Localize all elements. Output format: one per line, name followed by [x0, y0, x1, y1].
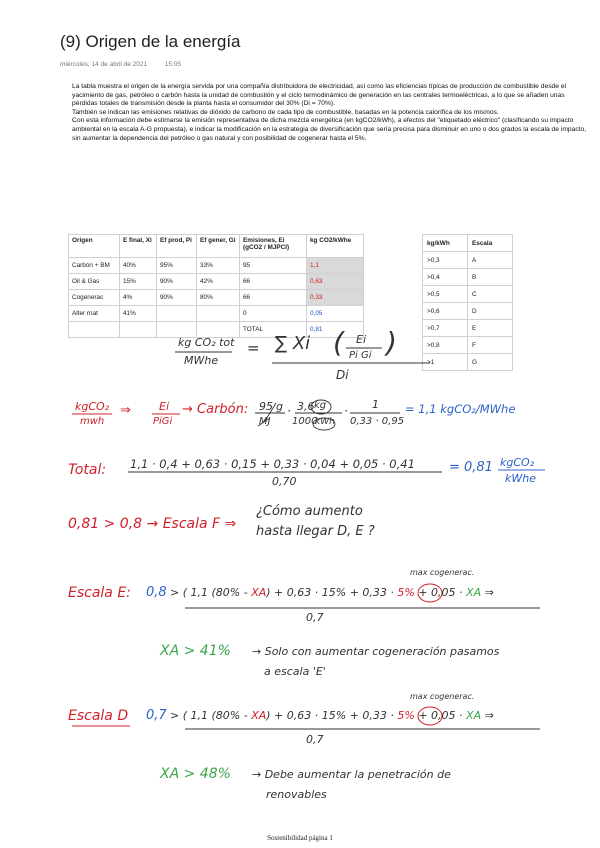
esc-e-5: 5%	[397, 586, 415, 599]
table-cell: 4%	[120, 290, 157, 306]
line2-dot2: ·	[344, 404, 348, 418]
intro-paragraph-3: Con esta información debe estimarse la emisión representativa de dicha mezcla energética (en kgCO2/kWh), a efectos del "etiquetado eléctrico" (clasificando su impacto ambiental en la escala A-G propuesta), e indicar la modificación en la estrategia de diversificación que sería precisa para disminuir en uno o dos grados la escala de impacto, sin aumentar la dependencia del petróleo o gas natural y con posibilidad de cogenerar hasta el 5%.	[72, 117, 587, 142]
formula-paren-right: )	[386, 326, 397, 359]
table-cell: 66	[240, 290, 307, 306]
esc-e-arrow: ⇒	[481, 586, 494, 599]
scale-threshold: >0,7	[423, 320, 468, 337]
table-cell: Cogenerac	[69, 290, 120, 306]
esc-e-expr	[170, 586, 494, 599]
col-efinal: E final, Xi	[120, 235, 157, 258]
intro-paragraph-1: La tabla muestra el origen de la energía servida por una compañía distribuidora de electricidad, así como las eficiencias típicas de producción de combustible desde el yacimiento de gas, petróleo o carbón hasta la unidad de combustión y el ciclo termodinámico de generación en las centrales termoeléctricas, a lo que se añaden unas pérdidas totales de transmisión desde la planta hasta el consumidor del 30% (Di = 70%).	[72, 83, 567, 108]
esc-e-note-1: → Solo con aumentar cogeneración pasamos	[252, 645, 500, 658]
scale-threshold: >1	[423, 354, 468, 371]
table-cell: 41%	[120, 306, 157, 322]
formula-paren-left: (	[333, 326, 344, 359]
time-text: 15:05	[164, 61, 181, 68]
esc-e-xa2: XA	[466, 586, 482, 599]
date-text: miércoles, 14 de abril de 2021	[60, 61, 148, 68]
esc-d-xa2: XA	[466, 709, 482, 722]
table-cell: 1,1	[307, 258, 364, 274]
total-den: 0,70	[272, 475, 297, 488]
line2-frac-num: Ei	[159, 400, 170, 413]
esc-d-5: 5%	[397, 709, 415, 722]
esc-e-xa: XA	[251, 586, 267, 599]
question-line-1: ¿Cómo aumento	[256, 504, 363, 519]
formula-lhs-den: MWhe	[184, 354, 219, 367]
page-title: (9) Origen de la energía	[60, 32, 241, 51]
line2-lhs-den: mwh	[80, 416, 105, 427]
table-cell: 0,63	[307, 274, 364, 290]
scale-grade: C	[468, 286, 513, 303]
esc-d-label: Escala D	[68, 708, 129, 724]
formula-inner-num: Ei	[356, 333, 367, 346]
scale-threshold: >0,6	[423, 303, 468, 320]
esc-d-den: 0,7	[306, 733, 324, 746]
esc-d-arrow: ⇒	[481, 709, 494, 722]
total-num: 1,1 · 0,4 + 0,63 · 0,15 + 0,33 · 0,04 + 0,05 · 0,41	[130, 457, 415, 471]
table-cell: 42%	[197, 274, 240, 290]
scale-grade: G	[468, 354, 513, 371]
scale-grade: A	[468, 252, 513, 269]
esc-d-xa: XA	[251, 709, 267, 722]
table-cell: Oil & Gas	[69, 274, 120, 290]
formula-inner-den: Pi Gi	[349, 350, 372, 361]
table-cell: 80%	[197, 290, 240, 306]
total-result-num: kgCO₂	[500, 456, 535, 469]
formula-lhs-num: kg CO₂ tot	[178, 336, 235, 349]
scale-grade: E	[468, 320, 513, 337]
table-cell: 0,33	[307, 290, 364, 306]
table-cell: 0,81	[307, 322, 364, 338]
col-kgco2: kg CO2/kWhe	[307, 235, 364, 258]
esc-e-note-2: a escala 'E'	[264, 665, 326, 678]
table-cell: 0	[240, 306, 307, 322]
max-cog-note-1: max cogenerac.	[410, 568, 475, 577]
line2-frac-den: PiGi	[153, 416, 173, 427]
table-cell: TOTAL	[240, 322, 307, 338]
scale-grade: D	[468, 303, 513, 320]
table-cell: 0,05	[307, 306, 364, 322]
table-cell: 40%	[120, 258, 157, 274]
esc-d-expr-b: ) + 0,63 · 15% + 0,33 ·	[266, 709, 398, 722]
line2-calc-den: 0,33 · 0,95	[350, 416, 405, 427]
col-efprod: Ef prod, Pi	[157, 235, 197, 258]
line2-calc-mj: MJ	[259, 416, 271, 427]
total-label: Total:	[68, 462, 107, 478]
esc-e-label: Escala E:	[68, 585, 131, 601]
table-cell: Alter rnat	[69, 306, 120, 322]
col-escala: Escala	[468, 235, 513, 252]
esc-d-note-1: → Debe aumentar la penetración de	[252, 768, 451, 781]
max-cog-note-2: max cogenerac.	[410, 692, 475, 701]
line2-calc-36: 3,6	[297, 400, 315, 413]
esc-d-val: 0,7	[146, 708, 167, 723]
col-kgkwh: kg/kWh	[423, 235, 468, 252]
line2-calc-1: 1	[372, 398, 379, 411]
table-cell: 33%	[197, 258, 240, 274]
line2-calc-1000: 1000	[292, 416, 318, 427]
line2-result: = 1,1 kgCO₂/MWhe	[405, 402, 516, 416]
scale-threshold: >0,4	[423, 269, 468, 286]
esc-d-note-2: renovables	[266, 788, 327, 801]
line2-calc-g: g	[276, 400, 283, 413]
line2-dot1: ·	[287, 404, 291, 418]
intro-paragraph-2: También se indican las emisiones relativas de dióxido de carbono de cada tipo de combustible, basadas en la potencia calorífica de los mismos.	[72, 108, 499, 116]
esc-e-val: 0,8	[146, 585, 167, 600]
question-line-2: hasta llegar D, E ?	[256, 524, 375, 539]
total-result-eq: =	[449, 460, 460, 475]
col-efgener: Ef gener, Gi	[197, 235, 240, 258]
scale-threshold: >0,3	[423, 252, 468, 269]
formula-eq: =	[247, 339, 260, 357]
formula-den: Di	[336, 368, 349, 382]
scale-threshold: >0,5	[423, 286, 468, 303]
esc-d-expr-c: + 0,05 ·	[414, 709, 467, 722]
col-origen: Origen	[69, 235, 120, 258]
line2-lhs-num: kgCO₂	[75, 400, 110, 413]
esc-d-expr	[170, 709, 494, 722]
table-cell: 90%	[157, 274, 197, 290]
total-result-den: kWhe	[505, 472, 536, 485]
line2-arrow: ⇒	[120, 403, 131, 418]
esc-e-expr-c: + 0,05 ·	[414, 586, 467, 599]
formula-sum: ∑ Xi	[275, 333, 311, 354]
esc-e-result: XA > 41%	[160, 643, 231, 659]
table-cell: 66	[240, 274, 307, 290]
table-cell: 95%	[157, 258, 197, 274]
total-result-val: 0,81	[464, 460, 493, 475]
table-cell: 15%	[120, 274, 157, 290]
scale-grade: F	[468, 337, 513, 354]
esc-e-den: 0,7	[306, 611, 324, 624]
esc-d-expr-a: > ( 1,1 (80% -	[170, 709, 252, 722]
esc-e-expr-a: > ( 1,1 (80% -	[170, 586, 252, 599]
line2-calc-kwh: kWh	[315, 417, 335, 427]
col-emisiones: Emisiones, Ei (gCO2 / MJPCI)	[240, 235, 307, 258]
scale-threshold: >0,8	[423, 337, 468, 354]
line2-calc-a: 95	[259, 400, 273, 413]
table-cell: 90%	[157, 290, 197, 306]
scale-grade: B	[468, 269, 513, 286]
esc-d-result: XA > 48%	[160, 766, 231, 782]
table-cell: 95	[240, 258, 307, 274]
line2-carbon: → Carbón:	[182, 402, 249, 417]
table-cell: Carbón + BM	[69, 258, 120, 274]
line2-calc-kg: kg	[314, 400, 327, 411]
esc-e-expr-b: ) + 0,63 · 15% + 0,33 ·	[266, 586, 398, 599]
scale-f-note: 0,81 > 0,8 → Escala F ⇒	[68, 516, 237, 532]
page-footer: Sostenibilidad página 1	[267, 834, 333, 842]
